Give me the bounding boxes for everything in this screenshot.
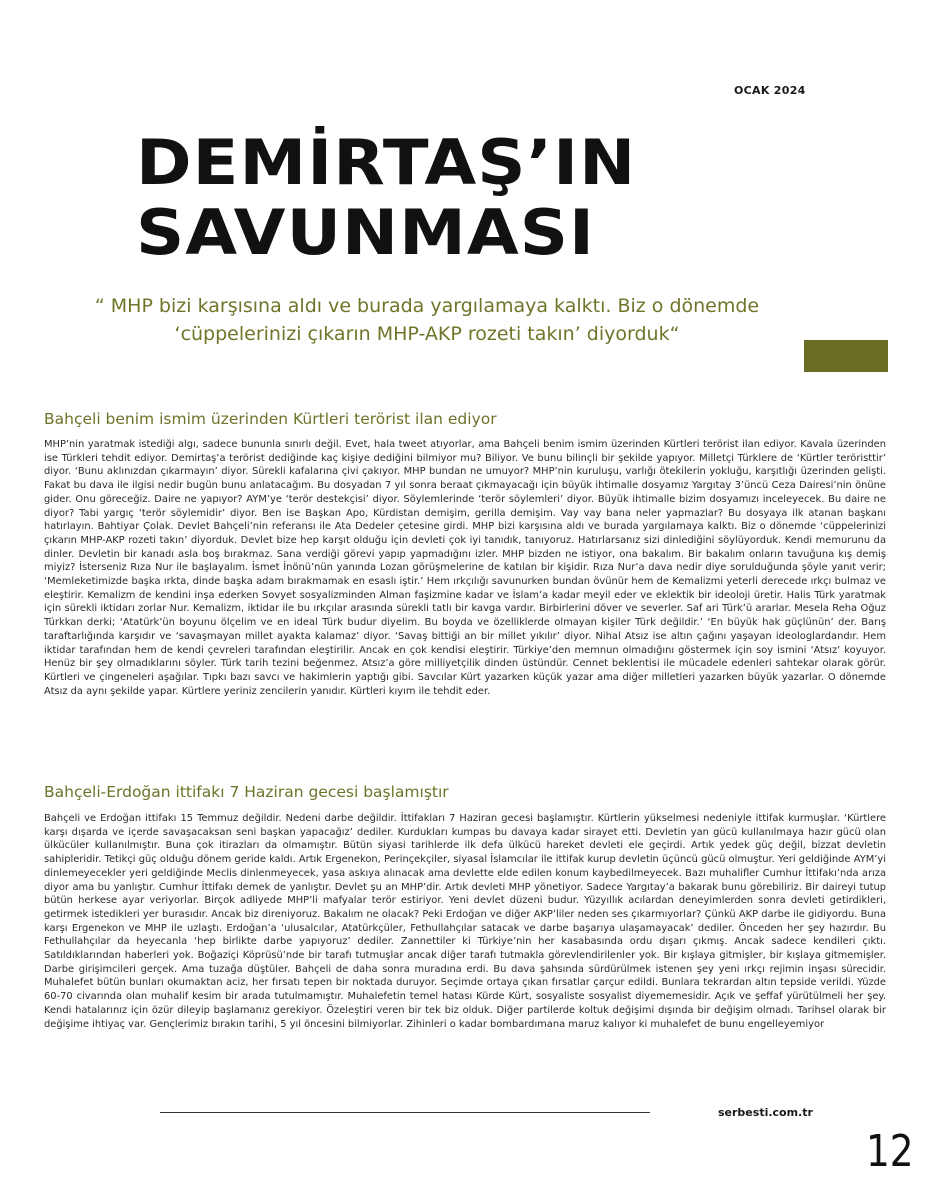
section-2-heading: Bahçeli-Erdoğan ittifakı 7 Haziran gecesi başlamıştır bbox=[44, 783, 449, 801]
title-line-1: DEMİRTAŞ’IN bbox=[136, 126, 637, 199]
pull-quote: “ MHP bizi karşısına aldı ve burada yargılamaya kalktı. Biz o dönemde ‘cüppelerinizi çıkarın MHP-AKP rozeti takın’ diyorduk“ bbox=[94, 295, 760, 345]
footer-divider bbox=[160, 1112, 650, 1113]
page-number: 12 bbox=[866, 1126, 914, 1177]
decorative-olive-block bbox=[804, 340, 888, 372]
article-title bbox=[136, 128, 806, 268]
section-1-heading: Bahçeli benim ismim üzerinden Kürtleri terörist ilan ediyor bbox=[44, 410, 497, 428]
section-1-body: MHP’nin yaratmak istediği algı, sadece bununla sınırlı değil. Evet, hala tweet atıyorlar, ama Bahçeli benim ismim üzerinden Kürtleri terörist ilan ediyor. Kavala üzerinden ise Türkleri tehdit ediyor. Demirtaş’a terörist dediğinde kaç kişiye dediğini bilmiyor mu? Biliyor. Ve bunu bilinçli bir şekilde yapıyor. Milletçi Türklere de ‘Kürtler teröristtir’ diyor. ‘Bunu aklınızdan çıkarmayın’ diyor. Sürekli kafalarına çivi çakıyor. MHP bundan ne umuyor? MHP’nin kuruluşu, varlığı ötekilerin yokluğu, karşıtlığı üzerinden gelişti. Fakat bu dava ile ilgisi nedir bugün bunu anlatacağım. Bu dosyadan 7 yıl sonra beraat çıkmayacağı için büyük ihtimalle dosyamız Yargıtay 3’üncü Ceza Dairesi’nin önüne gider. Onu göreceğiz. Daire ne yapıyor? AYM’ye ‘terör destekçisi’ diyor. Söylemlerinde ‘terör söylemleri’ diyor. Büyük ihtimalle bizim dosyamızı inceleyecek. Bu daire ne diyor? Tabi yargıç ‘terör söylemidir’ diyor. Ben ise Başkan Apo, Kürdistan demişim, gerilla demişim. Vay vay bana neler yapmazlar? Bu dosyaya ilk atanan başkanı hatırlayın. Bahtiyar Çolak. Devlet Bahçeli’nin referansı ile Ata Dedeler çetesine girdi. MHP bizi karşısına aldı ve burada yargılamaya kalktı. Biz o dönemde ‘cüppelerinizi çıkarın MHP-AKP rozeti takın’ diyorduk. Devlet bize hep karşıt olduğu için devleti çok iyi tanıdık, tanıyoruz. Hatırlarsanız sizi dinlediğini söylüyorduk. Kendi memurunu da dinler. Devletin bir kanadı asla boş bırakmaz. Sana verdiği görevi yapıp yapmadığını izler. MHP bizden ne istiyor, ona bakalım. Bir bakalım onların tavuğuna kış demiş miyiz? İsterseniz Rıza Nur ile başlayalım. İsmet İnönü’nün yanında Lozan görüşmelerine de katılan bir kişidir. Rıza Nur’a dava nedir diye sorulduğunda şöyle yanıt verir; ‘Memleketimizde başka ırkta, dinde başka adam bırakmamak en esaslı iştir.’ Hem ırkçılığı savunurken bundan övünür hem de Kemalizmi yeterli derecede ırkçı bulmaz ve eleştirir. Kemalizm de kendini inşa ederken Sovyet sosyalizminden Alman faşizmine kadar ve İslam’a kadar meyil eder ve eklektik bir ideoloji üretir. Halis Türk yaratmak için sürekli iktidarı zorlar Nur. Kemalizm, iktidar ile bu ırkçılar arasında sürekli tatlı bir kavga vardır. Birbirlerini döver ve severler. Saf ari Türk’ü ararlar. Mesela Reha Oğuz Türkkan derki; ‘Atatürk’ün boyunu ölçelim ve en ideal Türk budur diyelim. Bu boyda ve özelliklerde olmayan kişiler Türk değildir.’ ‘En büyük hak güçlünün’ der. Barış taraftarlığında karşıdır ve ‘savaşmayan millet ayakta kalamaz’ diyor. ‘Savaş bittiği an bir millet yıkılır’ diyor. Nihal Atsız ise altın çağını yaşayan ideologlardandır. Hem iktidar tarafından hem de kendi çevreleri tarafından eleştirilir. Ancak en çok kendisi eleştirir. Türkiye’den memnun olmadığını göstermek için soy ismini ‘Atsız’ koyuyor. Henüz bir şey olmadıklarını söyler. Türk tarih tezini beğenmez. Atsız’a göre milliyetçilik dinden üstündür. Cennet beklentisi ile mücadele edenleri sahtekar olarak görür. Kürtleri ve çingeneleri aşağılar. Tıpkı bazı savcı ve hakimlerin yaptığı gibi. Savcılar Kürt yazarken küçük yazar ama diğer milletleri yazarken büyük yazarlar. O dönemde Atsız da aynı şekilde yapar. Kürtlere yeriniz zencilerin yanıdır. Kürtleri kıyım ile tehdit eder. bbox=[44, 439, 886, 697]
issue-date: OCAK 2024 bbox=[734, 84, 806, 97]
footer-site-link[interactable]: serbesti.com.tr bbox=[718, 1106, 813, 1119]
title-line-2: SAVUNMASI bbox=[136, 196, 596, 269]
section-2-body: Bahçeli ve Erdoğan ittifakı 15 Temmuz değildir. Nedeni darbe değildir. İttifakları 7 Haziran gecesi başlamıştır. Kürtlerin yükselmesi nedeniyle ittifak kurmuşlar. ‘Kürtlere karşı dışarda ve içerde savaşacaksan seni başkan yapacağız’ dediler. Kurdukları kumpas bu davaya kadar sirayet etti. Devletin yan gücü kullanılmaya hazır gücü olan ülkücüler kullanılmıştır. Buna çok itirazları da olmamıştır. Bütün siyasi tarihlerde ilk defa ülkücü hareket devleti ele geçirdi. Artık yedek güç değil, bizzat devletin sahipleridir. Tetikçi güç olduğu dönem geride kaldı. Artık Ergenekon, Perinçekçiler, siyasal İslamcılar ile ittifak kurup devletin üçüncü gücü olmuştur. Yeri geldiğinde AYM’yi dinlemeyecekler yeri geldiğinde Meclis dinlenmeyecek, yasa askıya alınacak ama devlette elde edilen konum kaybedilmeyecek. Bazı muhalifler Cumhur İttifakı’nda arıza diyor ama bu yanlıştır. Cumhur İttifakı demek de yanlıştır. Devlet şu an MHP’dir. Artık devleti MHP yönetiyor. Sadece Yargıtay’a bakarak bunu görebiliriz. Bir daireyi tutup bütün herkese ayar veriyorlar. Birçok adliyede MHP’li mafyalar terör estiriyor. Yeni devlet düzeni budur. Yüzyıllık acılardan deneyimlerden sonra devleti getirdikleri, getirmek istedikleri yer burasıdır. Ancak biz direniyoruz. Bakalım ne olacak? Peki Erdoğan ve diğer AKP’liler neden ses çıkarmıyorlar? Çünkü AKP darbe ile gidiyordu. Buna karşı Ergenekon ve MHP ile uzlaştı. Erdoğan’a ‘ulusalcılar, Atatürkçüler, Fethullahçılar satacak ve darbe başarıya ulaşamayacak’ dediler. Önceden her şey hazırdır. Bu Fethullahçılar da heyecanla ‘hep birlikte darbe yapıyoruz’ dediler. Zannettiler ki Türkiye’nin her kasabasında ordu dışarı çıkmış. Ancak sadece kendileri çıktı. Satıldıklarından haberleri yok. Boğaziçi Köprüsü’nde bir tarafı tutmuşlar ancak diğer tarafı tutmakla görevlendirilenler yok. Bir kışlaya gitmişler, bir kışlaya gitmemişler. Darbe girişimcileri gerçek. Ama tuzağa düştüler. Bahçeli de daha sonra muradına erdi. Bu dava şahsında sürdürülmek istenen şey yeni ırkçı rejimin inşası sürecidir. Muhalefet bütün bunları okumaktan aciz, her fırsatı tepen bir noktada duruyor. Seçimde ortaya çıkan fırsatlar çarçur edildi. Bunlara tekrardan altın tepside verildi. Yüzde 60-70 civarında olan muhalif kesim bir arada tutulmamıştır. Muhalefetin temel hatası Kürde Kürt, sosyaliste sosyalist diyememesidir. Açık ve şeffaf yürütülmeli her şey. Kendi hatalarınız için özür dileyip başlamanız gerekiyor. Özeleştiri veren bir tek biz olduk. Diğer partilerde koltuk değişimi dışında bir değişim olmadı. Tarihsel olarak bir değişime ihtiyaç var. Gençlerimiz bırakın tarihi, 5 yıl öncesini bilmiyorlar. Zihinleri o kadar bombardımana maruz kalıyor ki muhalefet de bunu engelleyemiyor bbox=[44, 813, 886, 1030]
